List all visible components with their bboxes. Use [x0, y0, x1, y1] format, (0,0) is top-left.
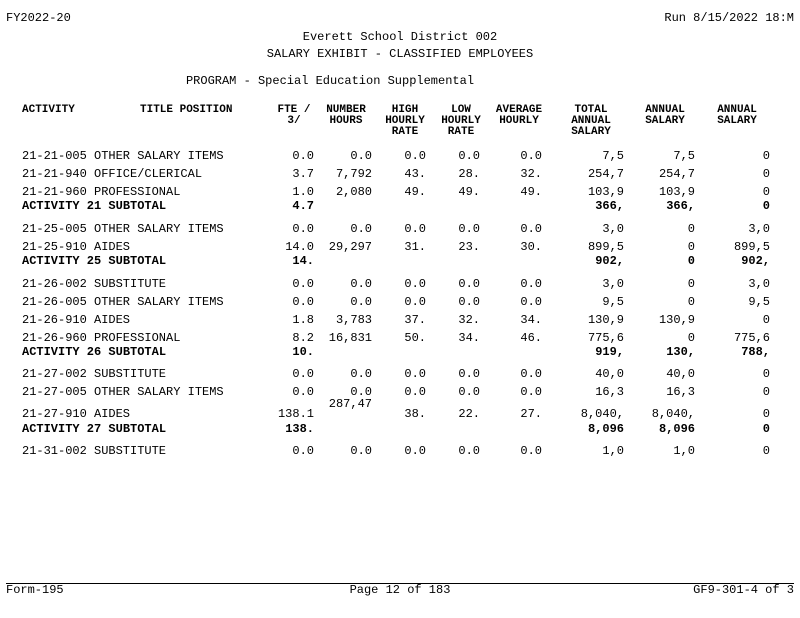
- col-total-salary: TOTAL ANNUAL SALARY: [571, 104, 611, 138]
- run-date: Run 8/15/2022 18:M: [664, 11, 794, 25]
- cell-title: AIDES: [94, 313, 131, 327]
- cell-total: 9,5: [602, 295, 624, 309]
- cell-total: 40,0: [595, 367, 624, 381]
- cell-avg: 0.0: [520, 367, 542, 381]
- cell-total: 899,5: [587, 240, 624, 254]
- cell-salary-2: 0: [762, 385, 770, 399]
- col-high-hourly: HIGH HOURLY RATE: [385, 104, 425, 138]
- cell-salary-2: 0: [762, 199, 770, 213]
- cell-fte: 3.7: [292, 167, 314, 181]
- cell-salary-2: 0: [762, 149, 770, 163]
- cell-activity-code: 21-31-002: [22, 444, 87, 458]
- cell-high: 0.0: [404, 385, 426, 399]
- cell-activity-code: 21-26-002: [22, 277, 87, 291]
- cell-fte: 4.7: [292, 199, 314, 213]
- col-annual-salary-1: ANNUAL SALARY: [645, 104, 685, 127]
- cell-low: 32.: [458, 313, 480, 327]
- cell-salary-2: 0: [762, 444, 770, 458]
- cell-title: SUBSTITUTE: [94, 367, 167, 381]
- page-number: Page 12 of 183: [349, 583, 451, 597]
- cell-salary-1: 254,7: [658, 167, 695, 181]
- cell-salary-1: 0: [687, 277, 695, 291]
- program-title: PROGRAM - Special Education Supplemental: [185, 74, 475, 88]
- cell-activity-code: 21-21-960: [22, 185, 87, 199]
- cell-low: 0.0: [458, 385, 480, 399]
- cell-avg: 27.: [520, 407, 542, 421]
- cell-low: 0.0: [458, 367, 480, 381]
- cell-fte: 138.: [285, 422, 314, 436]
- cell-avg: 30.: [520, 240, 542, 254]
- cell-salary-1: 0: [687, 295, 695, 309]
- cell-title: OTHER SALARY ITEMS: [94, 222, 224, 236]
- cell-activity-code: 21-26-910: [22, 313, 87, 327]
- form-code: GF9-301-4 of 3: [693, 583, 794, 597]
- cell-salary-1: 366,: [666, 199, 695, 213]
- cell-high: 31.: [404, 240, 426, 254]
- cell-total: 254,7: [587, 167, 624, 181]
- cell-low: 0.0: [458, 277, 480, 291]
- cell-high: 43.: [404, 167, 426, 181]
- district-name: Everett School District 002: [302, 30, 498, 44]
- cell-activity-code: 21-21-005: [22, 149, 87, 163]
- cell-avg: 0.0: [520, 222, 542, 236]
- cell-hours: 29,297: [328, 240, 372, 254]
- subtotal-label: ACTIVITY 25 SUBTOTAL: [22, 254, 167, 268]
- cell-total: 8,040,: [580, 407, 624, 421]
- col-activity: ACTIVITY: [22, 104, 75, 116]
- cell-activity-code: 21-27-910: [22, 407, 87, 421]
- subtotal-label: ACTIVITY 27 SUBTOTAL: [22, 422, 167, 436]
- cell-activity-code: 21-25-910: [22, 240, 87, 254]
- cell-avg: 34.: [520, 313, 542, 327]
- cell-title: PROFESSIONAL: [94, 331, 181, 345]
- cell-salary-2: 0: [762, 185, 770, 199]
- col-avg-hourly: AVERAGE HOURLY: [495, 104, 543, 127]
- cell-activity-code: 21-21-940: [22, 167, 87, 181]
- cell-low: 0.0: [458, 222, 480, 236]
- cell-avg: 49.: [520, 185, 542, 199]
- cell-salary-2: 899,5: [733, 240, 770, 254]
- cell-salary-2: 0: [762, 167, 770, 181]
- cell-salary-2: 9,5: [748, 295, 770, 309]
- cell-hours: 0.0: [350, 222, 372, 236]
- cell-total: 130,9: [587, 313, 624, 327]
- cell-fte: 0.0: [292, 367, 314, 381]
- cell-avg: 0.0: [520, 295, 542, 309]
- cell-low: 0.0: [458, 444, 480, 458]
- cell-salary-1: 7,5: [673, 149, 695, 163]
- cell-title: PROFESSIONAL: [94, 185, 181, 199]
- cell-hours: 0.0: [350, 444, 372, 458]
- cell-high: 49.: [404, 185, 426, 199]
- cell-title: AIDES: [94, 407, 131, 421]
- cell-avg: 0.0: [520, 277, 542, 291]
- cell-total: 8,096: [587, 422, 624, 436]
- cell-total: 1,0: [602, 444, 624, 458]
- cell-salary-1: 103,9: [658, 185, 695, 199]
- cell-avg: 0.0: [520, 444, 542, 458]
- cell-hours: 3,783: [335, 313, 372, 327]
- cell-salary-2: 788,: [741, 345, 770, 359]
- cell-avg: 0.0: [520, 385, 542, 399]
- cell-low: 49.: [458, 185, 480, 199]
- cell-salary-2: 775,6: [733, 331, 770, 345]
- cell-fte: 14.: [292, 254, 314, 268]
- cell-activity-code: 21-26-960: [22, 331, 87, 345]
- cell-high: 38.: [404, 407, 426, 421]
- col-low-hourly: LOW HOURLY RATE: [441, 104, 481, 138]
- cell-hours: 7,792: [335, 167, 372, 181]
- cell-hours: 0.0: [350, 385, 372, 399]
- cell-total: 3,0: [602, 277, 624, 291]
- cell-total: 366,: [595, 199, 624, 213]
- cell-high: 0.0: [404, 295, 426, 309]
- cell-total: 103,9: [587, 185, 624, 199]
- cell-salary-2: 0: [762, 367, 770, 381]
- cell-high: 0.0: [404, 277, 426, 291]
- cell-title: OTHER SALARY ITEMS: [94, 149, 224, 163]
- cell-fte: 0.0: [292, 277, 314, 291]
- cell-salary-1: 0: [687, 331, 695, 345]
- cell-salary-2: 3,0: [748, 277, 770, 291]
- fiscal-year: FY2022-20: [6, 11, 71, 25]
- cell-title: OTHER SALARY ITEMS: [94, 385, 224, 399]
- cell-high: 37.: [404, 313, 426, 327]
- cell-hours: 0.0: [350, 149, 372, 163]
- cell-fte: 0.0: [292, 385, 314, 399]
- cell-total: 16,3: [595, 385, 624, 399]
- cell-salary-1: 40,0: [666, 367, 695, 381]
- cell-title: OTHER SALARY ITEMS: [94, 295, 224, 309]
- cell-title: OFFICE/CLERICAL: [94, 167, 203, 181]
- col-fte: FTE / 3/: [277, 104, 311, 127]
- cell-fte: 14.0: [285, 240, 314, 254]
- cell-low: 0.0: [458, 295, 480, 309]
- cell-title: AIDES: [94, 240, 131, 254]
- cell-hours: 287,47: [328, 397, 372, 411]
- cell-salary-1: 1,0: [673, 444, 695, 458]
- cell-high: 0.0: [404, 222, 426, 236]
- cell-total: 3,0: [602, 222, 624, 236]
- cell-fte: 138.1: [277, 407, 314, 421]
- report-title: SALARY EXHIBIT - CLASSIFIED EMPLOYEES: [266, 47, 534, 61]
- cell-activity-code: 21-27-005: [22, 385, 87, 399]
- cell-high: 0.0: [404, 444, 426, 458]
- cell-title: SUBSTITUTE: [94, 444, 167, 458]
- cell-hours: 16,831: [328, 331, 372, 345]
- cell-high: 0.0: [404, 367, 426, 381]
- cell-hours: 2,080: [335, 185, 372, 199]
- cell-total: 902,: [595, 254, 624, 268]
- cell-activity-code: 21-25-005: [22, 222, 87, 236]
- col-number-hours: NUMBER HOURS: [326, 104, 366, 127]
- cell-salary-2: 3,0: [748, 222, 770, 236]
- cell-salary-2: 0: [762, 313, 770, 327]
- cell-fte: 10.: [292, 345, 314, 359]
- cell-hours: 0.0: [350, 367, 372, 381]
- cell-salary-2: 0: [762, 407, 770, 421]
- cell-total: 7,5: [602, 149, 624, 163]
- cell-high: 50.: [404, 331, 426, 345]
- subtotal-label: ACTIVITY 26 SUBTOTAL: [22, 345, 167, 359]
- cell-activity-code: 21-27-002: [22, 367, 87, 381]
- cell-total: 775,6: [587, 331, 624, 345]
- form-number: Form-195: [6, 583, 64, 597]
- cell-title: SUBSTITUTE: [94, 277, 167, 291]
- cell-avg: 32.: [520, 167, 542, 181]
- cell-fte: 0.0: [292, 295, 314, 309]
- cell-activity-code: 21-26-005: [22, 295, 87, 309]
- cell-low: 22.: [458, 407, 480, 421]
- cell-salary-1: 130,9: [658, 313, 695, 327]
- cell-fte: 1.0: [292, 185, 314, 199]
- cell-salary-2: 902,: [741, 254, 770, 268]
- cell-salary-1: 0: [687, 222, 695, 236]
- cell-low: 28.: [458, 167, 480, 181]
- cell-low: 34.: [458, 331, 480, 345]
- cell-fte: 8.2: [292, 331, 314, 345]
- cell-fte: 0.0: [292, 149, 314, 163]
- cell-fte: 0.0: [292, 222, 314, 236]
- cell-salary-1: 8,096: [658, 422, 695, 436]
- cell-hours: 0.0: [350, 277, 372, 291]
- cell-high: 0.0: [404, 149, 426, 163]
- cell-fte: 1.8: [292, 313, 314, 327]
- cell-salary-1: 0: [687, 240, 695, 254]
- cell-salary-1: 8,040,: [651, 407, 695, 421]
- subtotal-label: ACTIVITY 21 SUBTOTAL: [22, 199, 167, 213]
- cell-avg: 46.: [520, 331, 542, 345]
- cell-avg: 0.0: [520, 149, 542, 163]
- cell-salary-1: 130,: [666, 345, 695, 359]
- cell-salary-2: 0: [762, 422, 770, 436]
- col-annual-salary-2: ANNUAL SALARY: [717, 104, 757, 127]
- cell-fte: 0.0: [292, 444, 314, 458]
- cell-salary-1: 0: [687, 254, 695, 268]
- cell-low: 0.0: [458, 149, 480, 163]
- cell-salary-1: 16,3: [666, 385, 695, 399]
- cell-low: 23.: [458, 240, 480, 254]
- col-title: TITLE POSITION: [140, 104, 233, 116]
- cell-total: 919,: [595, 345, 624, 359]
- cell-hours: 0.0: [350, 295, 372, 309]
